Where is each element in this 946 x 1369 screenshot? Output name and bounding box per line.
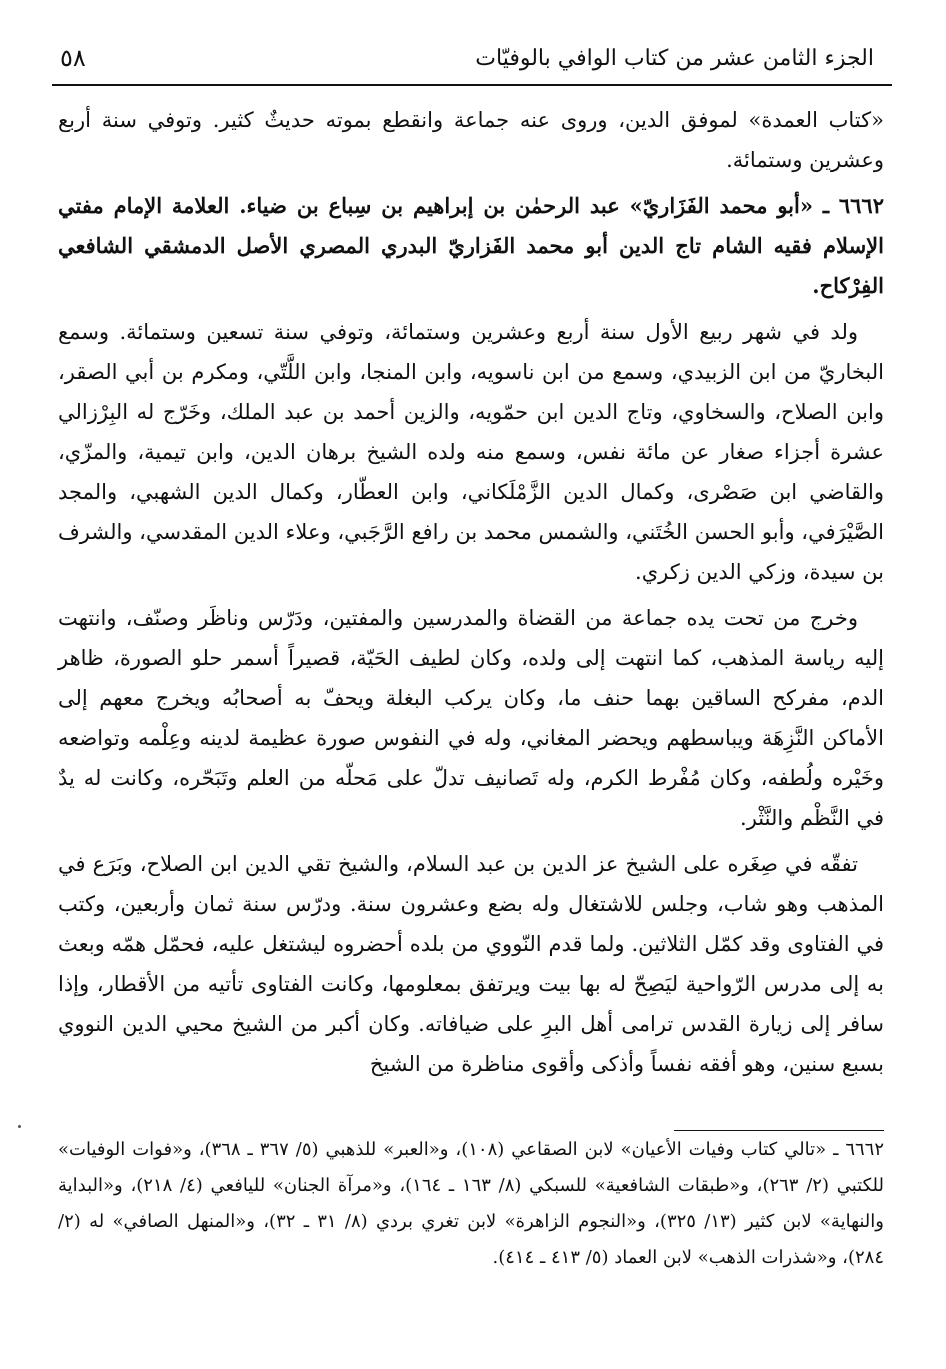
footnote-sources: ٦٦٦٢ ـ «تالي كتاب وفيات الأعيان» لابن الصقاعي (١٠٨)، و«العبر» للذهبي (٥/ ٣٦٧ ـ ٣٦٨)، و«فوات الوفيات» للكتبي (٢/ ٢٦٣)، و«طبقات الشافعية» للسبكي (٨/ ١٦٣ ـ ١٦٤)، و«مرآة الجنان» لليافعي (٤/ ٢١٨)، و«البداية والنهاية» لابن كثير (١٣/ ٣٢٥)، و«النجوم الزاهرة» لابن تغري بردي (٨/ ٣١ ـ ٣٢)، و«المنهل الصافي» له (٢/ ٢٨٤)، و«شذرات الذهب» لابن العماد (٥/ ٤١٣ ـ ٤١٤). bbox=[58, 1139, 885, 1268]
margin-mark bbox=[18, 1125, 21, 1128]
body-text bbox=[58, 100, 884, 1090]
page-number: ٥٨ bbox=[60, 44, 86, 72]
paragraph-description: وخرج من تحت يده جماعة من القضاة والمدرسين والمفتين، ودَرّس وناظَر وصنّف، وانتهت إليه رياسة المذهب، كما انتهت إلى ولده، وكان لطيف الحَيّة، قصيراً أسمر حلو الصورة، ظاهر الدم، مفركح الساقين بهما حنف ما، وكان يركب البغلة ويحفّ به أصحابُه ويخرج معهم إلى الأماكن النَّزِهَة ويباسطهم ويحضر المغاني، وله في النفوس صورة عظيمة لدينه وعِلْمه وتواضعه وخَيْره ولُطفه، وكان مُفْرط الكرم، وله تَصانيف تدلّ على مَحلّه من العلم وتَبَحّره، وكانت له يدٌ في النَّظْم والنَّثْر. bbox=[58, 606, 884, 830]
running-title: الجزء الثامن عشر من كتاب الوافي بالوفيّات bbox=[475, 45, 874, 71]
header-rule bbox=[52, 84, 892, 86]
entry-heading: ٦٦٦٢ ـ «أبو محمد الفَزَاريّ» عبد الرحمٰن بن إبراهيم بن سِباع بن ضياء. العلامة الإمام مفتي الإسلام فقيه الشام تاج الدين أبو محمد الفَزاريّ البدري المصري الأصل الدمشقي الشافعي الفِرْكاح. bbox=[58, 193, 884, 298]
paragraph-education: تفقّه في صِغَره على الشيخ عز الدين بن عبد السلام، والشيخ تقي الدين ابن الصلاح، وبَرَع في المذهب وهو شاب، وجلس للاشتغال وله بضع وعشرون سنة. ودرّس سنة ثمان وأربعين، وكتب في الفتاوى وقد كمّل الثلاثين. ولما قدم النّووي من بلده أحضروه ليشتغل عليه، فحمّل همّه وبعث به إلى مدرس الرّواحية ليَصِحّ له بها بيت ويرتفق بمعلومها، وكانت الفتاوى تأتيه من الأقطار، وإذا سافر إلى زيارة القدس ترامى أهل البرِ على ضيافاته. وكان أكبر من الشيخ محيي الدين النووي بسبع سنين، وهو أفقه نفساً وأذكى وأقوى مناظرة من الشيخ bbox=[58, 852, 884, 1076]
page-header bbox=[60, 38, 874, 78]
footnote-rule bbox=[674, 1130, 884, 1131]
paragraph-continuation: «كتاب العمدة» لموفق الدين، وروى عنه جماعة وانقطع بموته حديثٌ كثير. وتوفي سنة أربع وعشرين وستمائة. bbox=[58, 108, 884, 172]
paragraph-birth-teachers: ولد في شهر ربيع الأول سنة أربع وعشرين وستمائة، وتوفي سنة تسعين وستمائة. وسمع البخاريّ من ابن الزبيدي، وسمع من ابن ناسويه، وابن المنجا، وابن اللَّتّي، ومكرم بن أبي الصقر، وابن الصلاح، والسخاوي، وتاج الدين ابن حمّويه، والزين أحمد بن عبد الملك، وخَرّج له البِرْزالي عشرة أجزاء صغار عن مائة نفس، وسمع منه ولده الشيخ برهان الدين، وابن تيمية، والمزّي، والقاضي ابن صَصْرى، وكمال الدين الزَّمْلَكاني، وابن العطّار، وكمال الدين الشهبي، والمجد الصَّيْرَفي، وأبو الحسن الخُتَني، والشمس محمد بن رافع الرَّجَبي، وعلاء الدين المقدسي، والشرف بن سيدة، وزكي الدين زكري. bbox=[58, 320, 884, 584]
